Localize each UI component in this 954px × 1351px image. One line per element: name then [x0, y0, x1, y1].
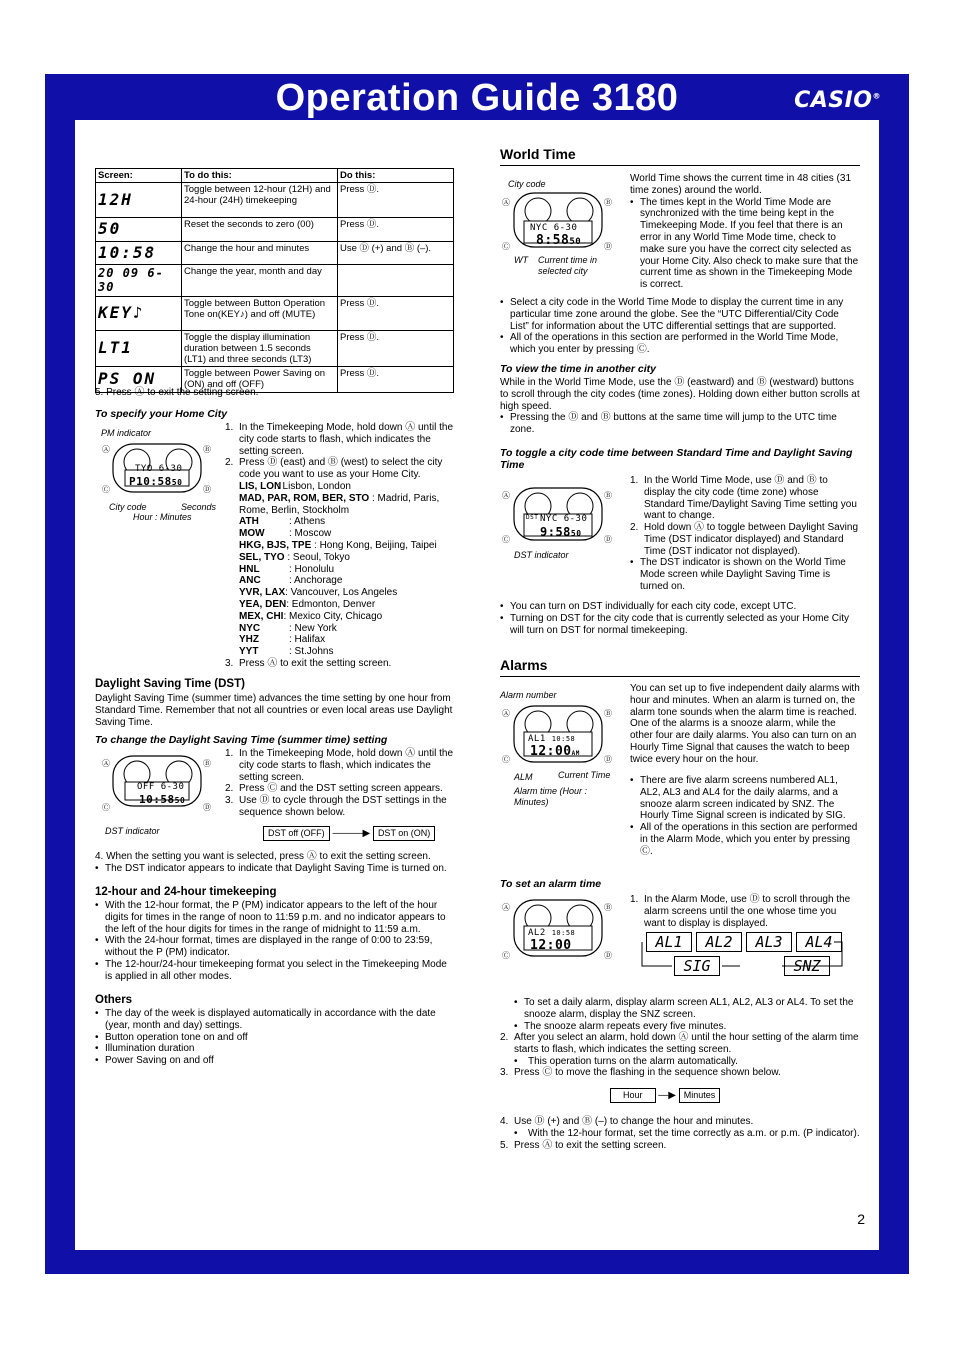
- world-time-bullets: • Select a city code in the World Time Mode to display the current time in any particular time zone around the globe. See the “UTC Differential/City Code List” for information about the UTC differential settings that are supported. • All of the operations in this section are performed in the World Time Mode, which you enter by pressing Ⓒ.: [500, 297, 860, 356]
- svg-text:Ⓓ: Ⓓ: [604, 535, 612, 544]
- dst-heading: Daylight Saving Time (DST): [95, 678, 245, 690]
- svg-text:Ⓑ: Ⓑ: [203, 759, 211, 768]
- toggle-dst-steps: 1. In the World Time Mode, use Ⓓ and Ⓑ to display the city code (time zone) whose Standard Time/Daylight Saving Time setting you want to change. 2. Hold down Ⓐ to toggle between Daylight Saving Time (DST indicator displayed) and Standard Time (DST indicator not displayed).: [630, 475, 859, 557]
- seq-al3: AL3: [746, 932, 792, 952]
- svg-text:Ⓑ: Ⓑ: [604, 709, 612, 718]
- svg-text:Ⓓ: Ⓓ: [604, 951, 612, 960]
- toggle-dst-figure: Ⓐ Ⓑ Ⓒ Ⓓ DST NYC 6-30 9:5850 DST indicator: [500, 482, 630, 572]
- svg-text:Ⓒ: Ⓒ: [502, 535, 510, 544]
- dst-step4: 4. When the setting you want is selected, press Ⓐ to exit the setting screen.: [95, 851, 431, 862]
- view-city-text: While in the World Time Mode, use the Ⓓ (eastward) and Ⓑ (westward) buttons to scroll through the city codes (time zones). Holding down either button scrolls at high speed.: [500, 377, 860, 412]
- table-row: 50 Reset the seconds to zero (00) Press Ⓓ.: [96, 218, 454, 242]
- svg-text:Ⓐ: Ⓐ: [502, 198, 510, 207]
- svg-text:Ⓐ: Ⓐ: [502, 491, 510, 500]
- seq-al1: AL1: [646, 932, 692, 952]
- table-row: LT1 Toggle the display illumination duration between 1.5 seconds (LT1) and three seconds (LT3) Press Ⓓ.: [96, 330, 454, 367]
- table-step5: 5. Press Ⓐ to exit the setting screen.: [95, 387, 259, 398]
- dst-steps: 1. In the Timekeeping Mode, hold down Ⓐ until the city code starts to flash, which indicates the setting screen. 2. Press Ⓒ and the DST setting screen appears. 3. Use Ⓓ to cycle through the DST settings in the sequence shown below.: [225, 748, 454, 818]
- world-time-intro: World Time shows the current time in 48 cities (31 time zones) around the world. • The times kept in the World Time Mode are synchronized with the time being kept in the Timekeeping Mode. If you feel that there is an error in any World Time Mode time, check to make sure you have the correct city selected as your Home City. Also check to make sure that the current time as shown in the Timekeeping Mode is correct.: [630, 173, 860, 291]
- svg-text:Ⓑ: Ⓑ: [203, 445, 211, 454]
- svg-text:Ⓓ: Ⓓ: [203, 485, 211, 494]
- dst-sub: To change the Daylight Saving Time (summer time) setting: [95, 734, 388, 746]
- dst-notes: • You can turn on DST individually for each city code, except UTC. • Turning on DST for the city code that is currently selected as your Home City will turn on DST for normal timekeeping.: [500, 601, 860, 636]
- others-bullets: • The day of the week is displayed automatically in accordance with the date (year, month and day) settings. • Button operation tone on and off • Illumination duration • Power Saving on and off: [95, 1008, 455, 1067]
- alarms-heading: Alarms: [500, 657, 860, 677]
- table-row: 10:58 Change the hour and minutes Use Ⓓ (+) and Ⓑ (–).: [96, 242, 454, 265]
- svg-text:Ⓒ: Ⓒ: [102, 803, 110, 812]
- dst-intro: Daylight Saving Time (summer time) advances the time setting by one hour from Standard Time. Remember that not all countries or even local areas use Daylight Saving Time.: [95, 693, 453, 728]
- alarm-figure: Alarm number Ⓐ Ⓑ Ⓒ Ⓓ AL1 10:58 12:00AM ALM Current Time Alarm time (Hour : Minutes): [500, 686, 630, 816]
- alarm-sequence: [638, 932, 846, 978]
- svg-text:Ⓒ: Ⓒ: [502, 755, 510, 764]
- seq-al4: AL4: [796, 932, 842, 952]
- brand-logo: CASIO®: [794, 88, 881, 113]
- page-title: Operation Guide 3180: [275, 77, 679, 119]
- page-content: Screen: To do this: Do this: 12H Toggle between 12-hour (12H) and 24-hour (24H) timekeeping Press Ⓓ. 50 Reset the seconds to zero (00) Press Ⓓ. 10:58 Change the hour and minutes Use Ⓓ (+) and Ⓑ (–). 20 09 6-30 Change the year, month and day KEY♪ Toggle between Button Operation Tone on(KEY♪) and off (MUTE) Press Ⓓ. LT1 Toggle the display illumination duration between 1.5 seconds (LT1) and three seconds (LT3) Press Ⓓ. PS ON Toggle between Power Saving on (ON) and off (OFF) Press Ⓓ. 5. Press Ⓐ to exit the setting screen. To specify your Home City PM indicator Ⓐ Ⓑ Ⓒ Ⓓ TYO 6-30 P10:5850 City code Seconds Hour : Minutes 1. In the Timekeeping Mode, hold down Ⓐ until the city code starts to flash, which indicates the setting screen. 2. Press Ⓓ (east) and Ⓑ (west) to select the city code you want to use as your Home City. LIS, LON : Lisbon, London MAD, PAR, ROM, BER, STO : Madrid, Paris, Rome, Berlin, Stockholm ATH : Athens MOW : Moscow HKG, BJS, TPE : Hong Kong, Beijing, Taipei SEL, TYO : Seoul, Tokyo HNL : Honolulu ANC : Anchorage YVR, LAX: Vancouver, Los Angeles YEA, DEN: Edmonton, Denver MEX, CHI: Mexico City, Chicago NYC : New York YHZ : Halifax YYT : St.Johns 3. Press Ⓐ to exit the setting screen. Daylight Saving Time (DST) Daylight Saving Time (summer time) advances the time setting by one hour from Standard Time. Remember that not all countries or even local areas use Daylight Saving Time. To change the Daylight Saving Time (summer time) setting Ⓐ Ⓑ Ⓒ Ⓓ OFF 6-30 10:5850 DST indicator 1. In the Timekeeping Mode, hold down Ⓐ until the city code starts to flash, which indicates the setting screen. 2. Press Ⓒ and the DST setting screen appears. 3. Use Ⓓ to cycle through the DST settings in the sequence shown below. DST off (OFF) ———▶ DST on (ON) 4. When the setting you want is selected, press Ⓐ to exit the setting screen. • The DST indicator appears to indicate that Daylight Saving Time is turned on. 12-hour and 24-hour timekeeping • With the 12-hour format, the P (PM) indicator appears to the left of the hour digits for times in the range of noon to 11:59 p.m. and no indicator appears to the left of the hour digits for times in the range of midnight to 11:59 a.m. • With the 24-hour format, times are displayed in the range of 0:00 to 23:59, without the P (PM) indicator. • The 12-hour/24-hour timekeeping format you select in the Timekeeping Mode is applied in all other modes. Others • The day of the week is displayed automatically in accordance with the date (year, month and day) settings. • Button operation tone on and off • Illumination duration • Power Saving on and off World Time City code Ⓐ Ⓑ Ⓒ Ⓓ NYC 6-30 8:5850 WT Current time in selected city World Time shows the current time in 48 cities (31 time zones) around the world. • The times kept in the World Time Mode are synchronized with the time being kept in the Timekeeping Mode. If you feel that there is an error in any World Time Mode time, check to make sure you have the correct city selected as your Home City. Also check to make sure that the current time as shown in the Timekeeping Mode is correct. • Select a city code in the World Time Mode to display the current time in any particular time zone around the globe. See the “UTC Differential/City Code List” for information about the UTC differential settings that are supported. • All of the operations in this section are performed in the World Time Mode, which you enter by pressing Ⓒ. To view the time in another city While in the World Time Mode, use the Ⓓ (eastward) and Ⓑ (westward) buttons to scroll through the city codes (time zones). Holding down either button scrolls at high speed. • Pressing the Ⓓ and Ⓑ buttons at the same time will jump to the UTC time zone. To toggle a city code time between Standard Time and Daylight Saving Time Ⓐ Ⓑ Ⓒ Ⓓ DST NYC 6-30 9:5850 DST indicator 1. In the World Time Mode, use Ⓓ and Ⓑ to display the city code (time zone) whose Standard Time/Daylight Saving Time setting you want to change. 2. Hold down Ⓐ to toggle between Daylight Saving Time (DST indicator displayed) and Standard Time (DST indicator not displayed). • The DST indicator is shown on the World Time Mode screen while Daylight Saving Time is turned on. • You can turn on DST individually for each city code, except UTC. • Turning on DST for the city code that is currently selected as your Home City will turn on DST for normal timekeeping. Alarms Alarm number Ⓐ Ⓑ Ⓒ Ⓓ AL1 10:58 12:00AM ALM Current Time Alarm time (Hour : Minutes) You can set up to five independent daily alarms with hour and minutes. When an alarm is turned on, the alarm tone sounds when the alarm time is reached. One of the alarms is a snooze alarm, while the other four are daily alarms. You also can turn on an Hourly Time Signal that causes the watch to beep twice every hour on the hour. • There are five alarm screens numbered AL1, AL2, AL3 and AL4 for the daily alarms, and a snooze alarm screen indicated by SNZ. The Hourly Time Signal screen is indicated by SIG. • All of the operations in this section are performed in the Alarm Mode, which you enter by pressing Ⓒ. To set an alarm time Ⓐ Ⓑ Ⓒ Ⓓ AL2 10:58 12:00 1. In the Alarm Mode, use Ⓓ to scroll through the alarm screens until the one whose time you want to display is displayed. AL1 AL2 AL3 AL4 SIG SNZ • To set a daily alarm, display alarm screen AL1, AL2, AL3 or AL4. To set the snooze alarm, display the SNZ screen. • The snooze alarm repeats every five minutes. 2. After you select an alarm, hold down Ⓐ until the hour setting of the alarm time starts to flash, which indicates the setting screen. • This operation turns on the alarm automatically. 3. Press Ⓒ to move the flashing in the sequence shown below. Hour —▶ Minutes 4. Use Ⓓ (+) and Ⓑ (–) to change the hour and minutes. • With the 12-hour format, set the time correctly as a.m. or p.m. (P indicator). 5. Press Ⓐ to exit the setting screen. 2: [75, 120, 879, 1250]
- world-time-heading: World Time: [500, 146, 860, 166]
- world-time-figure: City code Ⓐ Ⓑ Ⓒ Ⓓ NYC 6-30 8:5850 WT Current time in selected city: [500, 175, 630, 275]
- dst-figure: Ⓐ Ⓑ Ⓒ Ⓓ OFF 6-30 10:5850 DST indicator: [95, 748, 225, 840]
- hour-format-bullets: • With the 12-hour format, the P (PM) indicator appears to the left of the hour digits for times in the range of noon to 11:59 p.m. and no indicator appears to the left of the hour digits for times in the range of midnight to 11:59 a.m. • With the 24-hour format, times are displayed in the range of 0:00 to 23:59, without the P (PM) indicator. • The 12-hour/24-hour timekeeping format you select in the Timekeeping Mode is applied in all other modes.: [95, 900, 455, 983]
- svg-text:Ⓐ: Ⓐ: [102, 759, 110, 768]
- others-heading: Others: [95, 994, 133, 1006]
- toggle-dst-heading: To toggle a city code time between Standard Time and Daylight Saving Time: [500, 447, 853, 472]
- svg-text:Ⓑ: Ⓑ: [604, 903, 612, 912]
- seq-al2: AL2: [696, 932, 742, 952]
- dst-sequence: DST off (OFF) ———▶ DST on (ON): [263, 826, 435, 841]
- home-city-figure: PM indicator Ⓐ Ⓑ Ⓒ Ⓓ TYO 6-30 P10:5850 City code Seconds Hour : Minutes: [101, 428, 217, 522]
- svg-text:Ⓓ: Ⓓ: [604, 755, 612, 764]
- alarm-intro: You can set up to five independent daily alarms with hour and minutes. When an alarm is turned on, the alarm tone sounds when the alarm time is reached. One of the alarms is a snooze alarm, while the other four are daily alarms. You also can turn on an Hourly Time Signal that causes the watch to beep twice every hour on the hour.: [630, 683, 860, 765]
- seq-snz: SNZ: [784, 956, 830, 976]
- svg-text:Ⓑ: Ⓑ: [604, 491, 612, 500]
- hour-format-heading: 12-hour and 24-hour timekeeping: [95, 886, 277, 898]
- alarm-bullets: • There are five alarm screens numbered AL1, AL2, AL3 and AL4 for the daily alarms, and a snooze alarm screen indicated by SNZ. The Hourly Time Signal screen is indicated by SIG. • All of the operations in this section are performed in the Alarm Mode, which you enter by pressing Ⓒ.: [630, 775, 860, 858]
- svg-text:Ⓒ: Ⓒ: [502, 951, 510, 960]
- set-alarm-heading: To set an alarm time: [500, 878, 602, 890]
- table-row: PS ON Toggle between Power Saving on (ON) and off (OFF) Press Ⓓ.: [96, 367, 454, 392]
- table-row: KEY♪ Toggle between Button Operation Tone on(KEY♪) and off (MUTE) Press Ⓓ.: [96, 296, 454, 330]
- home-city-steps: 1. In the Timekeeping Mode, hold down Ⓐ until the city code starts to flash, which indicates the setting screen. 2. Press Ⓓ (east) and Ⓑ (west) to select the city code you want to use as your Home City. LIS, LON : Lisbon, London MAD, PAR, ROM, BER, STO : Madrid, Paris, Rome, Berlin, Stockholm ATH : Athens MOW : Moscow HKG, BJS, TPE : Hong Kong, Beijing, Taipei SEL, TYO : Seoul, Tokyo HNL : Honolulu ANC : Anchorage YVR, LAX: Vancouver, Los Angeles YEA, DEN: Edmonton, Denver MEX, CHI: Mexico City, Chicago NYC : New York YHZ : Halifax YYT : St.Johns 3. Press Ⓐ to exit the setting screen.: [225, 422, 454, 669]
- svg-text:Ⓒ: Ⓒ: [102, 485, 110, 494]
- svg-text:Ⓓ: Ⓓ: [604, 242, 612, 251]
- svg-text:Ⓒ: Ⓒ: [502, 242, 510, 251]
- table-row: 12H Toggle between 12-hour (12H) and 24-hour (24H) timekeeping Press Ⓓ.: [96, 183, 454, 218]
- alarm-sub-bullets: • To set a daily alarm, display alarm screen AL1, AL2, AL3 or AL4. To set the snooze alarm, display the SNZ screen. • The snooze alarm repeats every five minutes.: [514, 997, 860, 1032]
- city-list: LIS, LON : Lisbon, London: [239, 480, 351, 492]
- seq-sig: SIG: [674, 956, 720, 976]
- svg-text:Ⓑ: Ⓑ: [604, 198, 612, 207]
- set-alarm-figure: Ⓐ Ⓑ Ⓒ Ⓓ AL2 10:58 12:00: [500, 898, 630, 968]
- view-city-heading: To view the time in another city: [500, 363, 656, 375]
- svg-text:Ⓓ: Ⓓ: [203, 803, 211, 812]
- hour-minutes-sequence: Hour —▶ Minutes: [610, 1088, 720, 1103]
- svg-text:Ⓐ: Ⓐ: [102, 445, 110, 454]
- home-city-heading: To specify your Home City: [95, 408, 228, 420]
- page-frame: [45, 74, 909, 1274]
- svg-text:Ⓐ: Ⓐ: [502, 709, 510, 718]
- setting-table: Screen: To do this: Do this: 12H Toggle between 12-hour (12H) and 24-hour (24H) timekeeping Press Ⓓ. 50 Reset the seconds to zero (00) Press Ⓓ. 10:58 Change the hour and minutes Use Ⓓ (+) and Ⓑ (–). 20 09 6-30 Change the year, month and day KEY♪ Toggle between Button Operation Tone on(KEY♪) and off (MUTE) Press Ⓓ. LT1 Toggle the display illumination duration between 1.5 seconds (LT1) and three seconds (LT3) Press Ⓓ. PS ON Toggle between Power Saving on (ON) and off (OFF) Press Ⓓ.: [95, 168, 454, 393]
- page-number: 2: [857, 1211, 865, 1228]
- svg-text:Ⓐ: Ⓐ: [502, 903, 510, 912]
- table-row: 20 09 6-30 Change the year, month and day: [96, 265, 454, 296]
